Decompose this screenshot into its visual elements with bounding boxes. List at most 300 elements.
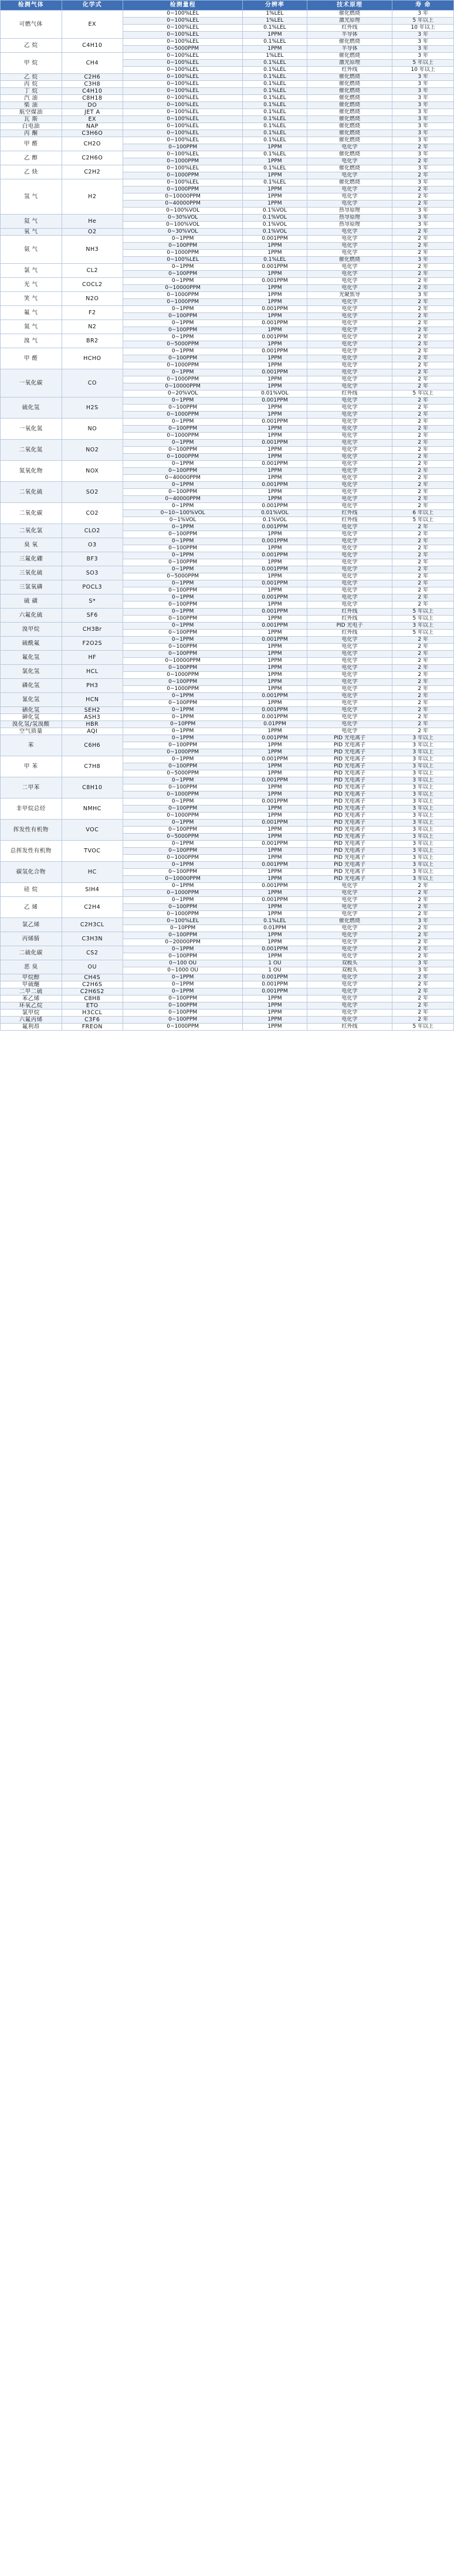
range-cell: 0~100PPM [123,271,243,278]
table-row [1,735,454,742]
lifetime-cell: 3 年以上 [392,813,454,820]
lifetime-cell: 2 年 [392,672,454,679]
resolution-cell: 0.1%LEL [243,151,307,158]
table-row [1,594,454,601]
resolution-cell: 0.001PPM [243,306,307,313]
formula-cell: NMHC [62,798,123,820]
technology-cell: PID 光电离子 [307,784,392,791]
resolution-cell: 0.1%LEL [243,39,307,46]
lifetime-cell: 2 年 [392,932,454,939]
resolution-cell: 0.1%LEL [243,88,307,95]
table-row [1,693,454,700]
lifetime-cell: 2 年 [392,250,454,257]
resolution-cell: 0.1%LEL [243,95,307,102]
table-row [1,988,454,995]
lifetime-cell: 2 年 [392,482,454,489]
lifetime-cell: 2 年 [392,285,454,292]
gas-name-cell: 苯 [1,735,62,756]
resolution-cell: 1PPM [243,144,307,151]
technology-cell: 热导原理 [307,208,392,215]
range-cell: 0~100%VOL [123,208,243,215]
formula-cell: EX [62,11,123,39]
table-row [1,81,454,88]
lifetime-cell: 3 年以上 [392,869,454,876]
table-row [1,39,454,46]
resolution-cell: 0.001PPM [243,637,307,644]
range-cell: 0~100PPM [123,827,243,834]
lifetime-cell: 3 年 [392,222,454,229]
resolution-cell: 0.1%VOL [243,229,307,236]
technology-cell: 电化学 [307,383,392,390]
range-cell: 0~100PPM [123,784,243,791]
table-row [1,714,454,721]
range-cell: 0~1PPM [123,320,243,327]
formula-cell: H2S [62,397,123,419]
gas-name-cell: 硫酰氟 [1,637,62,651]
gas-name-cell: 氮 气 [1,320,62,334]
resolution-cell: 0.001PPM [243,756,307,763]
lifetime-cell: 2 年 [392,243,454,250]
resolution-cell: 1PPM [243,531,307,538]
resolution-cell: 0.1%VOL [243,215,307,222]
resolution-cell: 1PPM [243,573,307,580]
lifetime-cell: 5 年以上 [392,1024,454,1031]
lifetime-cell: 3 年以上 [392,623,454,630]
range-cell: 0~5000PPM [123,834,243,841]
technology-cell: 催化燃烧 [307,53,392,60]
range-cell: 0~1PPM [123,735,243,742]
formula-cell: C8H10 [62,777,123,798]
lifetime-cell: 2 年 [392,306,454,313]
lifetime-cell: 2 年 [392,974,454,981]
range-cell: 0~100PPM [123,644,243,651]
lifetime-cell: 3 年以上 [392,777,454,784]
formula-cell: CS2 [62,946,123,960]
resolution-cell: 1PPM [243,932,307,939]
technology-cell: 电化学 [307,601,392,609]
lifetime-cell: 5 年以上 [392,616,454,623]
technology-cell: 电化学 [307,594,392,601]
formula-cell: HC [62,862,123,883]
lifetime-cell: 2 年 [392,995,454,1002]
lifetime-cell: 2 年 [392,433,454,440]
lifetime-cell: 3 年以上 [392,735,454,742]
range-cell: 0~100PPM [123,489,243,496]
technology-cell: 催化燃烧 [307,130,392,137]
resolution-cell: 1PPM [243,644,307,651]
resolution-cell: 1PPM [243,271,307,278]
formula-cell: C4H10 [62,88,123,95]
gas-name-cell: 乙 烷 [1,39,62,53]
technology-cell: 电化学 [307,1002,392,1010]
resolution-cell: 1PPM [243,1017,307,1024]
table-row [1,229,454,236]
technology-cell: 电化学 [307,348,392,355]
range-cell: 0~10000PPM [123,658,243,665]
gas-name-cell: 汽 油 [1,95,62,102]
technology-cell: 电化学 [307,419,392,426]
range-cell: 0~5000PPM [123,341,243,348]
range-cell: 0~1000PPM [123,186,243,193]
technology-cell: 电化学 [307,925,392,932]
range-cell: 0~100PPM [123,848,243,855]
technology-cell: 电化学 [307,665,392,672]
lifetime-cell: 2 年 [392,447,454,454]
range-cell: 0~1000PPM [123,376,243,383]
formula-cell: C3H6O [62,130,123,137]
range-cell: 0~1PPM [123,897,243,904]
resolution-cell: 1PPM [243,616,307,623]
resolution-cell: 1PPM [243,405,307,412]
header-technology: 技术原理 [307,1,392,11]
technology-cell: 激光原理 [307,60,392,67]
lifetime-cell: 2 年 [392,707,454,714]
table-row [1,419,454,426]
table-row [1,651,454,658]
technology-cell: 电化学 [307,1010,392,1017]
resolution-cell: 1PPM [243,686,307,693]
lifetime-cell: 5 年以上 [392,609,454,616]
range-cell: 0~40000PPM [123,200,243,208]
gas-name-cell: 丁 烷 [1,88,62,95]
gas-name-cell: 六氟丙烯 [1,1017,62,1024]
gas-name-cell: 瓦 斯 [1,116,62,123]
lifetime-cell: 2 年 [392,503,454,510]
resolution-cell: 0.001PPM [243,988,307,995]
lifetime-cell: 3 年以上 [392,848,454,855]
formula-cell: OU [62,960,123,974]
gas-name-cell: 六氟化硫 [1,609,62,623]
gas-name-cell: 氮氧化物 [1,461,62,482]
resolution-cell: 0.001PPM [243,369,307,376]
resolution-cell: 1PPM [243,193,307,200]
resolution-cell: 1PPM [243,728,307,735]
gas-name-cell: 甲烷醇 [1,974,62,981]
range-cell: 0~100PPM [123,700,243,707]
resolution-cell: 0.001PPM [243,461,307,468]
lifetime-cell: 2 年 [392,1002,454,1010]
gas-name-cell: 笑 气 [1,292,62,306]
formula-cell: CLO2 [62,524,123,538]
resolution-cell: 1 OU [243,967,307,974]
technology-cell: 催化燃烧 [307,102,392,109]
table-row [1,95,454,102]
resolution-cell: 1%LEL [243,18,307,25]
gas-name-cell: 甲 醛 [1,348,62,369]
technology-cell: 电化学 [307,932,392,939]
lifetime-cell: 3 年 [392,74,454,81]
range-cell: 0~1PPM [123,974,243,981]
lifetime-cell: 2 年 [392,405,454,412]
range-cell: 0~40000PPM [123,496,243,503]
formula-cell: N2 [62,320,123,334]
lifetime-cell: 2 年 [392,988,454,995]
technology-cell: 电化学 [307,229,392,236]
resolution-cell: 1PPM [243,890,307,897]
range-cell: 0~100%LEL [123,257,243,264]
resolution-cell: 0.001PPM [243,714,307,721]
technology-cell: 电化学 [307,545,392,552]
range-cell: 0~1000PPM [123,292,243,299]
gas-name-cell: 一氧化碳 [1,369,62,397]
resolution-cell: 1%LEL [243,53,307,60]
technology-cell: 电化学 [307,405,392,412]
technology-cell: 双极头 [307,960,392,967]
table-row [1,524,454,531]
technology-cell: 电化学 [307,890,392,897]
formula-cell: EX [62,116,123,123]
technology-cell: 电化学 [307,243,392,250]
gas-name-cell: 氯乙烯 [1,918,62,932]
range-cell: 0~100PPM [123,405,243,412]
gas-name-cell: 二氧化硫 [1,482,62,503]
gas-name-cell: 硒化氢 [1,707,62,714]
lifetime-cell: 3 年 [392,88,454,95]
range-cell: 0~100PPM [123,630,243,637]
table-row [1,123,454,130]
technology-cell: 双极头 [307,967,392,974]
table-row [1,306,454,313]
lifetime-cell: 2 年 [392,369,454,376]
lifetime-cell: 3 年以上 [392,806,454,813]
range-cell: 0~1000PPM [123,172,243,179]
gas-name-cell: 氰化氢 [1,693,62,707]
technology-cell: 电化学 [307,524,392,531]
range-cell: 0~40000PPM [123,475,243,482]
technology-cell: 电化学 [307,285,392,292]
resolution-cell: 0.001PPM [243,397,307,405]
lifetime-cell: 2 年 [392,412,454,419]
lifetime-cell: 2 年 [392,313,454,320]
lifetime-cell: 2 年 [392,278,454,285]
lifetime-cell: 2 年 [392,383,454,390]
gas-name-cell: 氯化氢 [1,665,62,679]
range-cell: 0~100%LEL [123,179,243,186]
range-cell: 0~100PPM [123,468,243,475]
table-row [1,960,454,967]
gas-name-cell: 非甲烷总烃 [1,798,62,820]
technology-cell: 电化学 [307,531,392,538]
resolution-cell: 1PPM [243,313,307,320]
range-cell: 0~100PPM [123,559,243,566]
range-cell: 0~100%LEL [123,74,243,81]
technology-cell: 电化学 [307,426,392,433]
technology-cell: 电化学 [307,397,392,405]
resolution-cell: 1PPM [243,341,307,348]
resolution-cell: 1PPM [243,995,307,1002]
table-row [1,777,454,784]
lifetime-cell: 2 年 [392,193,454,200]
gas-name-cell: 二硫化碳 [1,946,62,960]
technology-cell: 电化学 [307,679,392,686]
resolution-cell: 0.1%LEL [243,25,307,32]
technology-cell: 电化学 [307,236,392,243]
resolution-cell: 1PPM [243,791,307,798]
technology-cell: 电化学 [307,700,392,707]
technology-cell: 电化学 [307,454,392,461]
resolution-cell: 0.001PPM [243,897,307,904]
lifetime-cell: 2 年 [392,665,454,672]
technology-cell: 电化学 [307,186,392,193]
range-cell: 0~1PPM [123,264,243,271]
technology-cell: PID 光电离子 [307,848,392,855]
lifetime-cell: 2 年 [392,489,454,496]
header-range: 检测量程 [123,1,243,11]
gas-name-cell: 甲 烷 [1,53,62,74]
range-cell: 0~100PPM [123,651,243,658]
formula-cell: C2H6S [62,981,123,988]
table-row [1,580,454,587]
resolution-cell: 0.1%VOL [243,517,307,524]
resolution-cell: 1PPM [243,1024,307,1031]
range-cell: 0~100PPM [123,545,243,552]
lifetime-cell: 2 年 [392,531,454,538]
lifetime-cell: 2 年 [392,700,454,707]
lifetime-cell: 3 年 [392,102,454,109]
gas-name-cell: 氯甲烷 [1,1010,62,1017]
technology-cell: 热导原理 [307,215,392,222]
table-row [1,369,454,376]
lifetime-cell: 3 年 [392,81,454,88]
lifetime-cell: 2 年 [392,693,454,700]
resolution-cell: 1PPM [243,475,307,482]
range-cell: 0~100%LEL [123,88,243,95]
lifetime-cell: 2 年 [392,1010,454,1017]
technology-cell: 光聚焦导 [307,292,392,299]
technology-cell: 催化燃烧 [307,109,392,116]
technology-cell: 电化学 [307,707,392,714]
formula-cell: C2H6S2 [62,988,123,995]
formula-cell: SF6 [62,609,123,623]
technology-cell: 电化学 [307,447,392,454]
range-cell: 0~100PPM [123,243,243,250]
gas-name-cell: 氯 气 [1,264,62,278]
table-row [1,348,454,355]
technology-cell: 电化学 [307,651,392,658]
resolution-cell: 0.001PPM [243,594,307,601]
lifetime-cell: 6 年以上 [392,510,454,517]
technology-cell: 电化学 [307,721,392,728]
lifetime-cell: 3 年 [392,130,454,137]
formula-cell: C2H3CL [62,918,123,932]
resolution-cell: 1PPM [243,911,307,918]
table-body [1,11,454,1031]
header-resolution: 分辨率 [243,1,307,11]
range-cell: 0~1000PPM [123,412,243,419]
formula-cell: BR2 [62,334,123,348]
lifetime-cell: 2 年 [392,376,454,383]
technology-cell: 电化学 [307,883,392,890]
table-row [1,179,454,186]
range-cell: 0~1PPM [123,637,243,644]
formula-cell: C3F6 [62,1017,123,1024]
range-cell: 0~1PPM [123,728,243,735]
technology-cell: PID 光电离子 [307,749,392,756]
range-cell: 0~100PPM [123,355,243,362]
range-cell: 0~100%LEL [123,39,243,46]
range-cell: 0~1PPM [123,756,243,763]
resolution-cell: 1PPM [243,496,307,503]
lifetime-cell: 3 年以上 [392,763,454,770]
technology-cell: 红外线 [307,1024,392,1031]
resolution-cell: 0.1%LEL [243,257,307,264]
lifetime-cell: 5 年以上 [392,390,454,397]
lifetime-cell: 2 年 [392,939,454,946]
resolution-cell: 1PPM [243,447,307,454]
technology-cell: 电化学 [307,897,392,904]
range-cell: 0~1000PPM [123,855,243,862]
technology-cell: 催化燃烧 [307,179,392,186]
technology-cell: 电化学 [307,250,392,257]
range-cell: 0~1000PPM [123,158,243,165]
lifetime-cell: 3 年以上 [392,862,454,869]
gas-name-cell: 氧 气 [1,229,62,236]
table-row [1,609,454,616]
technology-cell: 红外线 [307,616,392,623]
formula-cell: CH4 [62,53,123,74]
formula-cell: CH3Br [62,623,123,637]
range-cell: 0~100%LEL [123,109,243,116]
technology-cell: 红外线 [307,510,392,517]
technology-cell: PID 光电离子 [307,820,392,827]
range-cell: 0~100%LEL [123,116,243,123]
technology-cell: 电化学 [307,482,392,489]
gas-name-cell: 甲 苯 [1,756,62,777]
technology-cell: 催化燃烧 [307,918,392,925]
formula-cell: He [62,215,123,229]
range-cell: 0~1PPM [123,777,243,784]
gas-name-cell: 甲硫醚 [1,981,62,988]
resolution-cell: 1PPM [243,770,307,777]
formula-cell: C4H10 [62,39,123,53]
resolution-cell: 1PPM [243,426,307,433]
resolution-cell: 1PPM [243,834,307,841]
technology-cell: 电化学 [307,172,392,179]
technology-cell: 电化学 [307,559,392,566]
resolution-cell: 1PPM [243,186,307,193]
range-cell: 0~10~100%VOL [123,510,243,517]
lifetime-cell: 2 年 [392,601,454,609]
resolution-cell: 0.001PPM [243,236,307,243]
table-header [1,1,454,11]
lifetime-cell: 2 年 [392,573,454,580]
table-row [1,503,454,510]
technology-cell: 红外线 [307,25,392,32]
gas-name-cell: 航空煤油 [1,109,62,116]
range-cell: 0~1000PPM [123,791,243,798]
gas-name-cell: 二氧化碳 [1,503,62,524]
resolution-cell: 1PPM [243,953,307,960]
table-row [1,981,454,988]
table-row [1,102,454,109]
lifetime-cell: 3 年以上 [392,834,454,841]
technology-cell: 电化学 [307,496,392,503]
technology-cell: 电化学 [307,728,392,735]
lifetime-cell: 5 年以上 [392,630,454,637]
formula-cell: ETO [62,1002,123,1010]
technology-cell: 电化学 [307,714,392,721]
table-row [1,918,454,925]
table-row [1,679,454,686]
lifetime-cell: 3 年 [392,137,454,144]
resolution-cell: 1PPM [243,32,307,39]
lifetime-cell: 2 年 [392,320,454,327]
lifetime-cell: 2 年 [392,468,454,475]
technology-cell: 电化学 [307,412,392,419]
gas-spec-table [0,0,454,1031]
lifetime-cell: 2 年 [392,397,454,405]
range-cell: 0~1PPM [123,693,243,700]
